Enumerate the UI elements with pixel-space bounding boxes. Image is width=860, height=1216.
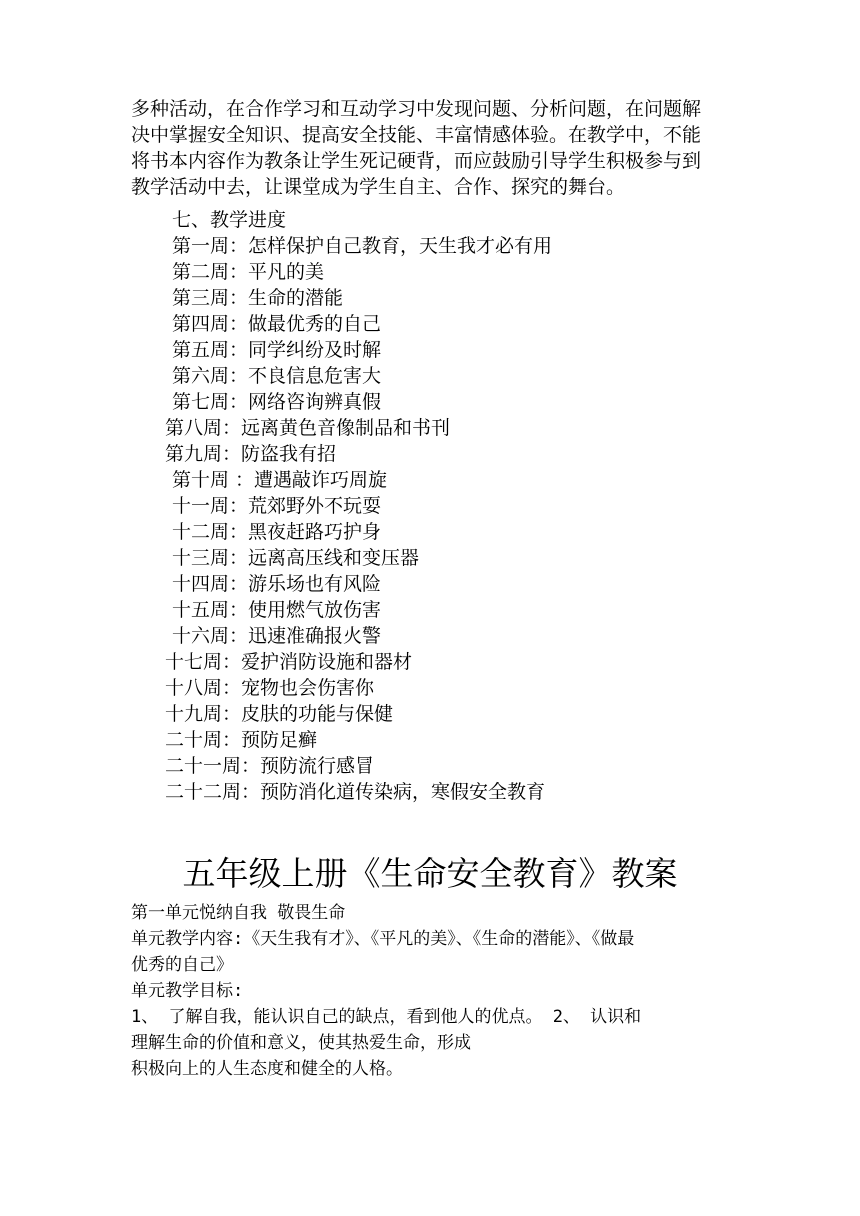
schedule-week: 十五周：使用燃气放伤害 xyxy=(172,599,382,621)
intro-line: 多种活动，在合作学习和互动学习中发现问题、分析问题，在问题解 xyxy=(131,98,702,120)
unit-goals-label: 单元教学目标: xyxy=(131,981,244,1001)
schedule-week: 十六周：迅速准确报火警 xyxy=(172,625,382,647)
schedule-week: 十四周：游乐场也有风险 xyxy=(172,573,382,595)
intro-line: 将书本内容作为教条让学生死记硬背，而应鼓励引导学生积极参与到 xyxy=(131,150,702,172)
schedule-week: 十八周：宠物也会伤害你 xyxy=(165,677,375,699)
schedule-week: 十七周：爱护消防设施和器材 xyxy=(165,651,413,673)
schedule-heading: 七、教学进度 xyxy=(172,209,287,231)
teaching-schedule xyxy=(0,207,552,805)
lesson-plan-title: 五年级上册《生命安全教育》教案 xyxy=(182,854,678,893)
schedule-week: 第十周 ：遭遇敲诈巧周旋 xyxy=(172,469,388,491)
schedule-week: 第七周：网络咨询辨真假 xyxy=(172,391,382,413)
unit-content-line: 优秀的自己》 xyxy=(131,955,233,975)
schedule-week: 二十周：预防足癣 xyxy=(165,729,318,751)
schedule-week: 第六周：不良信息危害大 xyxy=(172,365,382,387)
schedule-week: 十九周：皮肤的功能与保健 xyxy=(165,703,394,725)
unit-section xyxy=(131,900,735,1082)
schedule-week: 第三周：生命的潜能 xyxy=(172,287,344,309)
schedule-week: 十二周：黑夜赶路巧护身 xyxy=(172,521,382,543)
schedule-week: 第一周：怎样保护自己教育，天生我才必有用 xyxy=(172,235,553,257)
schedule-week: 第五周：同学纠纷及时解 xyxy=(172,339,382,361)
schedule-week: 二十一周：预防流行感冒 xyxy=(165,755,375,777)
intro-line: 决中掌握安全知识、提高安全技能、丰富情感体验。在教学中，不能 xyxy=(131,124,702,146)
schedule-week: 二十二周：预防消化道传染病，寒假安全教育 xyxy=(165,781,546,803)
unit-title: 第一单元悦纳自我 敬畏生命 xyxy=(131,903,346,923)
schedule-week: 第九周：防盗我有招 xyxy=(165,443,337,465)
schedule-week: 第二周：平凡的美 xyxy=(172,261,325,283)
unit-goal-line: 1、 了解自我，能认识自己的缺点，看到他人的优点。 2、 认识和 xyxy=(131,1007,642,1027)
schedule-week: 第四周：做最优秀的自己 xyxy=(172,313,382,335)
unit-content-line: 单元教学内容:《天生我有才》、《平凡的美》、《生命的潜能》、《做最 xyxy=(131,929,635,949)
schedule-week: 第八周：远离黄色音像制品和书刊 xyxy=(165,417,451,439)
schedule-week: 十三周：远离高压线和变压器 xyxy=(172,547,420,569)
unit-goal-line: 理解生命的价值和意义，使其热爱生命，形成 xyxy=(131,1033,471,1053)
intro-paragraph xyxy=(131,96,731,200)
intro-line: 教学活动中去，让课堂成为学生自主、合作、探究的舞台。 xyxy=(131,176,626,198)
schedule-week: 十一周：荒郊野外不玩耍 xyxy=(172,495,382,517)
unit-goal-line: 积极向上的人生态度和健全的人格。 xyxy=(131,1059,403,1079)
